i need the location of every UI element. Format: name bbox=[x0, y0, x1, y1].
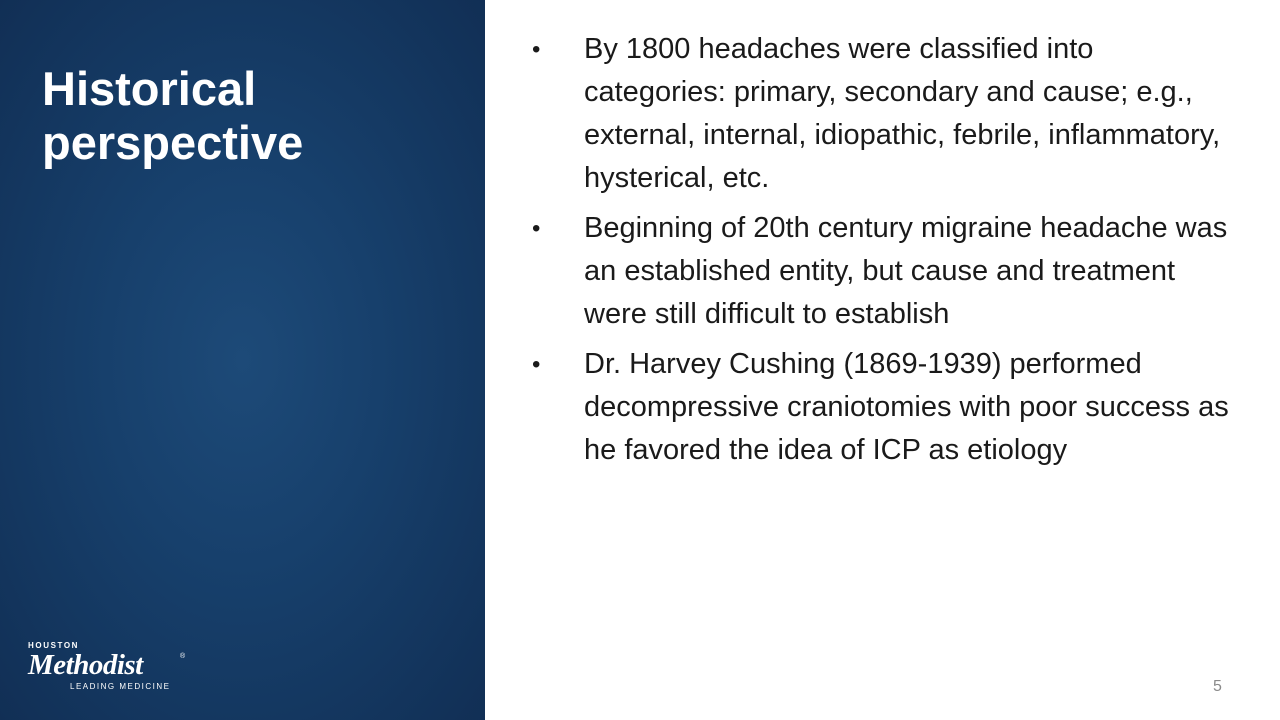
slide-content bbox=[532, 28, 1232, 479]
bullet-icon: • bbox=[532, 351, 541, 378]
bullet-icon: • bbox=[532, 36, 541, 63]
bullet-icon: • bbox=[532, 215, 541, 242]
slide-title: Historical perspective bbox=[42, 62, 304, 169]
logo-wordmark: Methodist bbox=[28, 649, 143, 681]
logo-top-text: HOUSTON bbox=[28, 641, 80, 650]
bullet-text: Dr. Harvey Cushing (1869-1939) performed decompressive craniotomies with poor success as he favored the idea of ICP as etiology bbox=[584, 348, 1229, 466]
bullet-item bbox=[532, 207, 1232, 336]
bullet-item bbox=[532, 343, 1232, 472]
bullet-text: By 1800 headaches were classified into categories: primary, secondary and cause; e.g., external, internal, idiopathic, febrile, inflammatory, hysterical, etc. bbox=[584, 33, 1221, 194]
houston-methodist-logo bbox=[28, 641, 188, 693]
page-number: 5 bbox=[1213, 678, 1222, 695]
bullet-list bbox=[532, 28, 1232, 472]
bullet-text: Beginning of 20th century migraine headache was an established entity, but cause and treatment were still difficult to establish bbox=[584, 212, 1228, 330]
logo-tagline: LEADING MEDICINE bbox=[70, 682, 171, 691]
logo-registered-mark: ® bbox=[180, 653, 186, 660]
bullet-item bbox=[532, 28, 1232, 200]
title-panel bbox=[0, 0, 485, 720]
